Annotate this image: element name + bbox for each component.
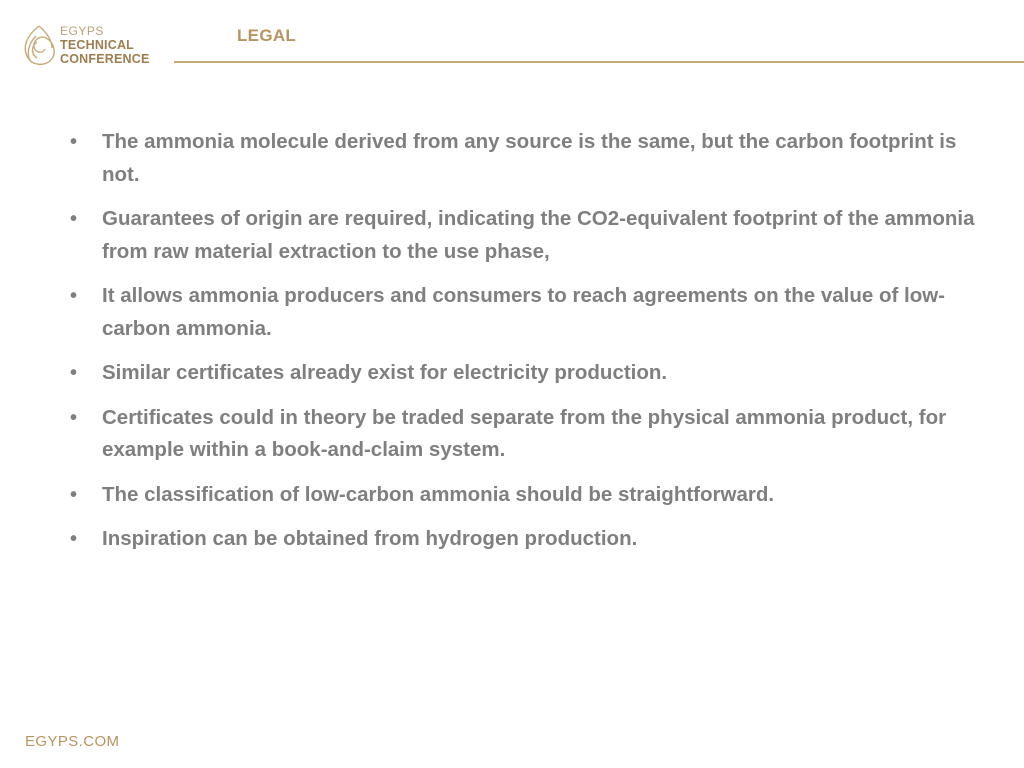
logo-line-technical: TECHNICAL <box>60 38 135 52</box>
bullet-marker: • <box>70 362 78 384</box>
bullet-text: Similar certificates already exist for electricity production. <box>102 361 668 384</box>
section-title: LEGAL <box>237 26 297 45</box>
bullet-item <box>70 203 980 268</box>
bullet-item <box>70 479 980 512</box>
logo-line-conference: CONFERENCE <box>60 52 150 66</box>
bullet-text: It allows ammonia producers and consumers to reach agreements on the value of low-carbon ammonia. <box>102 284 945 340</box>
bullet-text: The classification of low-carbon ammonia should be straightforward. <box>102 482 775 506</box>
egyps-flame-logo-icon <box>18 22 60 70</box>
bullet-item <box>70 126 980 191</box>
bullet-item <box>70 280 980 345</box>
bullet-marker: • <box>70 483 78 506</box>
bullet-item <box>70 523 980 556</box>
logo-line-egyps: EGYPS <box>60 24 104 38</box>
bullet-list <box>70 126 980 568</box>
bullet-item <box>70 357 980 390</box>
conference-logo <box>18 22 168 72</box>
logo-wordmark <box>60 24 150 66</box>
bullet-text: Certificates could in theory be traded separate from the physical ammonia product, for example within a book-and-claim system. <box>102 405 947 461</box>
bullet-marker: • <box>70 285 78 307</box>
bullet-marker: • <box>70 406 78 429</box>
bullet-marker: • <box>70 528 78 550</box>
bullet-text: Guarantees of origin are required, indicating the CO2-equivalent footprint of the ammonia from raw material extraction to the use phase, <box>102 207 975 263</box>
bullet-marker: • <box>70 208 78 230</box>
footer-website: EGYPS.COM <box>25 733 120 750</box>
bullet-text: Inspiration can be obtained from hydrogen production. <box>102 527 638 550</box>
header-divider <box>174 61 1024 63</box>
bullet-item <box>70 402 980 467</box>
bullet-text: The ammonia molecule derived from any source is the same, but the carbon footprint is not. <box>102 130 957 186</box>
bullet-marker: • <box>70 131 78 153</box>
